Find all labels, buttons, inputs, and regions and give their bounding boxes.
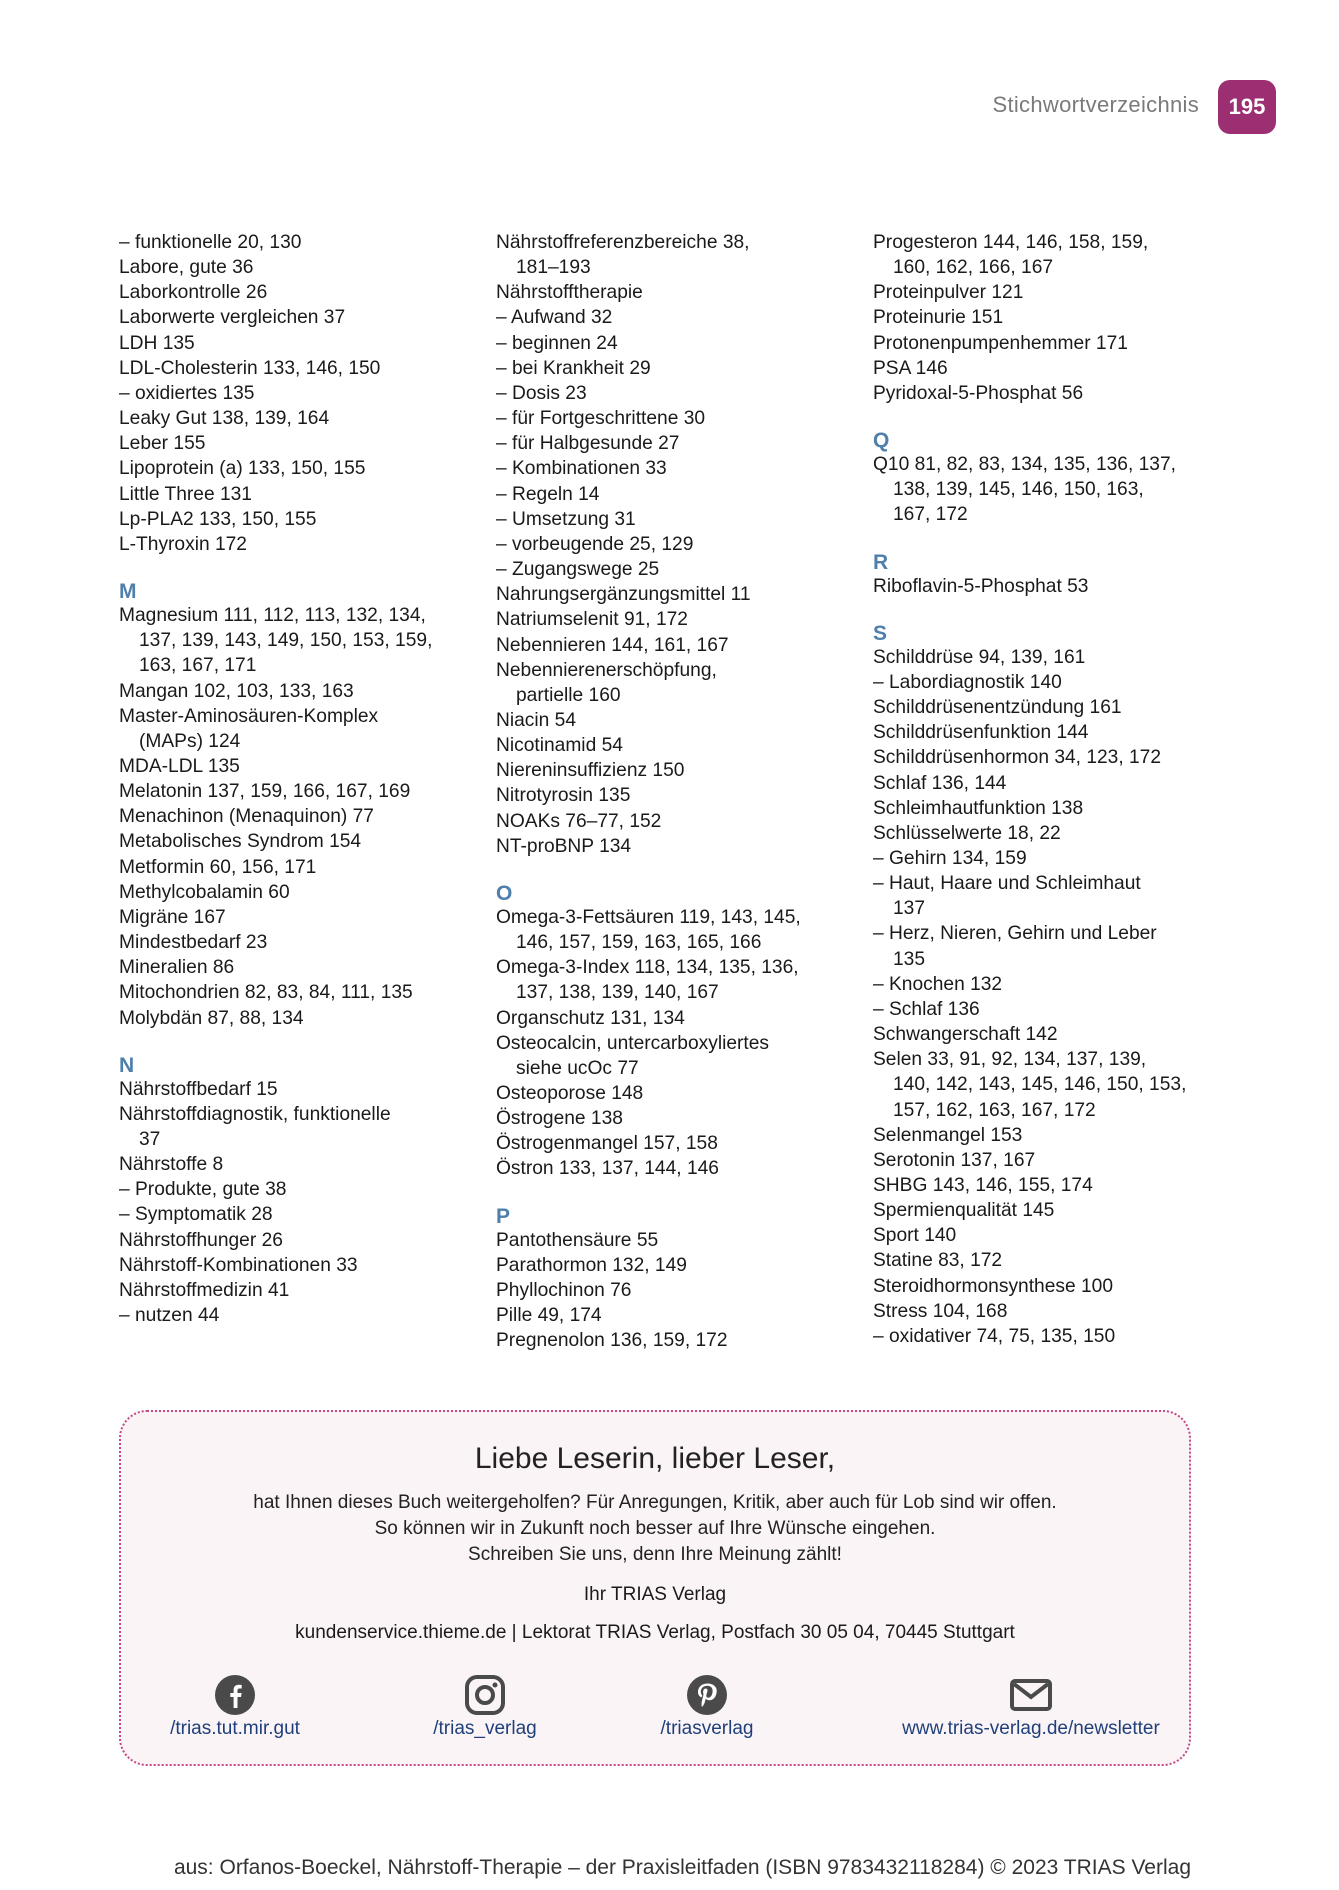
index-entry: Laborwerte vergleichen 37 [119, 307, 346, 329]
index-letter-heading: Q [873, 429, 890, 453]
index-entry: – nutzen 44 [119, 1305, 220, 1327]
index-entry: Nebennieren 144, 161, 167 [496, 634, 729, 656]
note-body [121, 1490, 1189, 1568]
section-title: Stichwortverzeichnis [992, 92, 1199, 117]
index-entry: Schilddrüsenentzündung 161 [873, 697, 1122, 719]
index-entry-continuation: 137, 138, 139, 140, 167 [516, 982, 719, 1004]
index-entry: Nitrotyrosin 135 [496, 785, 631, 807]
index-entry: Schwangerschaft 142 [873, 1024, 1058, 1046]
index-entry: Spermienqualität 145 [873, 1200, 1055, 1222]
index-letter-heading: M [119, 580, 137, 604]
index-entry: Nährstoffbedarf 15 [119, 1078, 278, 1100]
index-entry: – Gehirn 134, 159 [873, 847, 1027, 869]
index-entry: – Dosis 23 [496, 382, 587, 404]
index-entry-continuation: partielle 160 [516, 684, 621, 706]
index-entry: Nährstoffdiagnostik, funktionelle [119, 1103, 391, 1125]
note-signature: Ihr TRIAS Verlag [583, 1584, 727, 1605]
index-entry: Nährstoffhunger 26 [119, 1229, 283, 1251]
index-entry: Statine 83, 172 [873, 1250, 1003, 1272]
index-entry: Mindestbedarf 23 [119, 932, 268, 954]
index-entry: Omega-3-Index 118, 134, 135, 136, [496, 957, 799, 979]
instagram-icon [464, 1674, 506, 1716]
social-newsletter[interactable] [881, 1674, 1181, 1740]
index-entry: – Kombinationen 33 [496, 458, 667, 480]
social-instagram[interactable] [365, 1674, 605, 1740]
index-entry: NT-proBNP 134 [496, 835, 632, 857]
index-entry-continuation: siehe ucOc 77 [516, 1057, 639, 1079]
index-entry: Osteocalcin, untercarboxyliertes [496, 1032, 770, 1054]
index-entry: – Schlaf 136 [873, 998, 980, 1020]
index-entry: NOAKs 76–77, 152 [496, 810, 662, 832]
index-entry: Parathormon 132, 149 [496, 1254, 687, 1276]
index-entry: Little Three 131 [119, 483, 252, 505]
index-entry: – oxidativer 74, 75, 135, 150 [873, 1325, 1116, 1347]
index-entry: Nährstoff-Kombinationen 33 [119, 1254, 358, 1276]
index-entry: – Regeln 14 [496, 483, 600, 505]
index-entry: Selen 33, 91, 92, 134, 137, 139, [873, 1049, 1147, 1071]
index-entry: – Labordiagnostik 140 [873, 671, 1062, 693]
index-entry: – funktionelle 20, 130 [119, 232, 302, 253]
index-entry: – vorbeugende 25, 129 [496, 533, 694, 555]
index-entry: Niacin 54 [496, 709, 576, 731]
index-column-2 [496, 230, 856, 1353]
index-entry: Labore, gute 36 [119, 257, 254, 279]
index-entry: Master-Aminosäuren-Komplex [119, 705, 379, 727]
index-entry: – Haut, Haare und Schleimhaut [873, 873, 1141, 895]
index-entry-continuation: 37 [139, 1129, 161, 1150]
index-entry-continuation: 138, 139, 145, 146, 150, 163, [893, 479, 1144, 501]
index-letter-heading: N [119, 1053, 135, 1077]
note-line: hat Ihnen dieses Buch weitergeholfen? Für Anregungen, Kritik, aber auch für Lob sind wir offen. [253, 1492, 1057, 1513]
index-entry: Schilddrüsenfunktion 144 [873, 722, 1089, 744]
index-entry-continuation: 167, 172 [893, 504, 968, 526]
index-entry: Leber 155 [119, 433, 206, 455]
pinterest-icon [686, 1674, 728, 1716]
index-entry: Menachinon (Menaquinon) 77 [119, 806, 374, 828]
index-entry: Nährstofftherapie [496, 282, 643, 304]
index-entry: – oxidiertes 135 [119, 382, 255, 404]
index-entry-continuation: 140, 142, 143, 145, 146, 150, 153, [893, 1074, 1187, 1096]
page-number-badge: 195 [1218, 80, 1276, 134]
index-entry: Niereninsuffizienz 150 [496, 760, 685, 782]
index-letter-heading: O [496, 881, 513, 905]
index-entry-continuation: 181–193 [516, 257, 591, 279]
index-entry: – Symptomatik 28 [119, 1204, 273, 1226]
index-entry: Pille 49, 174 [496, 1305, 602, 1327]
index-entry: – Produkte, gute 38 [119, 1179, 287, 1201]
index-letter-heading: S [873, 621, 888, 645]
index-entry: Q10 81, 82, 83, 134, 135, 136, 137, [873, 454, 1176, 476]
index-entry: Nicotinamid 54 [496, 735, 623, 757]
index-entry: – Herz, Nieren, Gehirn und Leber [873, 923, 1157, 945]
index-entry: Nahrungsergänzungsmittel 11 [496, 584, 751, 606]
index-entry: – Knochen 132 [873, 973, 1003, 995]
index-entry: Lp-PLA2 133, 150, 155 [119, 508, 317, 530]
index-entry-continuation: 137, 139, 143, 149, 150, 153, 159, [139, 630, 433, 652]
note-title: Liebe Leserin, lieber Leser, [474, 1442, 836, 1475]
index-entry: Riboflavin-5-Phosphat 53 [873, 575, 1089, 597]
index-entry: Protonenpumpenhemmer 171 [873, 332, 1128, 354]
index-entry: Schlüsselwerte 18, 22 [873, 822, 1061, 844]
index-entry: Melatonin 137, 159, 166, 167, 169 [119, 781, 411, 803]
index-entry: Nebennierenerschöpfung, [496, 659, 717, 681]
index-entry: MDA-LDL 135 [119, 755, 240, 777]
index-entry: Selenmangel 153 [873, 1124, 1023, 1146]
index-entry: PSA 146 [873, 357, 948, 379]
newsletter-link[interactable]: www.trias-verlag.de/newsletter [902, 1718, 1160, 1739]
index-entry: Nährstoffreferenzbereiche 38, [496, 232, 750, 253]
facebook-link[interactable]: /trias.tut.mir.gut [170, 1718, 300, 1739]
index-entry: Natriumselenit 91, 172 [496, 609, 688, 631]
index-entry: Mineralien 86 [119, 957, 235, 979]
index-entry: LDL-Cholesterin 133, 146, 150 [119, 357, 381, 379]
index-entry: Metformin 60, 156, 171 [119, 856, 317, 878]
index-entry-continuation: 163, 167, 171 [139, 655, 257, 677]
index-entry: – bei Krankheit 29 [496, 357, 651, 379]
index-entry: Mitochondrien 82, 83, 84, 111, 135 [119, 982, 413, 1004]
note-contact: kundenservice.thieme.de | Lektorat TRIAS Verlag, Postfach 30 05 04, 70445 Stuttgart [295, 1622, 1015, 1643]
index-entry: Östron 133, 137, 144, 146 [496, 1158, 719, 1180]
index-entry: – Zugangswege 25 [496, 559, 660, 581]
index-entry: Proteinpulver 121 [873, 282, 1024, 304]
index-entry: Östrogenmangel 157, 158 [496, 1133, 718, 1155]
index-entry: Magnesium 111, 112, 113, 132, 134, [119, 605, 426, 627]
index-entry: Mangan 102, 103, 133, 163 [119, 680, 354, 702]
index-entry-continuation: 135 [893, 948, 926, 970]
index-entry: Migräne 167 [119, 906, 226, 928]
pinterest-link[interactable]: /triasverlag [660, 1718, 754, 1739]
index-entry-continuation: 157, 162, 163, 167, 172 [893, 1099, 1096, 1121]
index-entry: Molybdän 87, 88, 134 [119, 1007, 304, 1029]
index-column-3 [873, 230, 1233, 1349]
index-entry: Pyridoxal-5-Phosphat 56 [873, 382, 1084, 404]
index-entry-continuation: 160, 162, 166, 167 [893, 257, 1054, 279]
index-entry: Pregnenolon 136, 159, 172 [496, 1330, 728, 1352]
index-entry: Methylcobalamin 60 [119, 881, 290, 903]
index-column-1 [119, 230, 479, 1328]
index-entry: Schlaf 136, 144 [873, 772, 1007, 794]
note-line: Schreiben Sie uns, denn Ihre Meinung zählt! [468, 1544, 842, 1565]
index-letter-heading: R [873, 550, 889, 574]
index-entry: L-Thyroxin 172 [119, 533, 247, 555]
index-entry: – beginnen 24 [496, 332, 618, 354]
index-entry: – Aufwand 32 [496, 307, 613, 329]
facebook-icon [214, 1674, 256, 1716]
index-entry: Osteoporose 148 [496, 1083, 644, 1104]
index-entry: Stress 104, 168 [873, 1300, 1008, 1322]
index-entry: Phyllochinon 76 [496, 1279, 632, 1301]
index-entry: Steroidhormonsynthese 100 [873, 1275, 1113, 1297]
index-entry: Schilddrüse 94, 139, 161 [873, 646, 1086, 668]
index-entry: SHBG 143, 146, 155, 174 [873, 1175, 1093, 1196]
note-line: So können wir in Zukunft noch besser auf Ihre Wünsche eingehen. [374, 1518, 936, 1539]
index-entry: Schilddrüsenhormon 34, 123, 172 [873, 747, 1162, 769]
index-entry: – für Fortgeschrittene 30 [496, 408, 706, 430]
index-entry: Progesteron 144, 146, 158, 159, [873, 232, 1149, 253]
index-entry: – für Halbgesunde 27 [496, 433, 680, 455]
index-entry: Nährstoffe 8 [119, 1154, 224, 1176]
index-entry: Schleimhautfunktion 138 [873, 797, 1084, 819]
instagram-link[interactable]: /trias_verlag [433, 1718, 537, 1739]
social-pinterest[interactable] [587, 1674, 827, 1740]
index-entry: Östrogene 138 [496, 1108, 623, 1130]
index-letter-heading: P [496, 1204, 511, 1228]
mail-icon [1009, 1674, 1053, 1716]
index-entry: Laborkontrolle 26 [119, 282, 268, 304]
index-entry: LDH 135 [119, 332, 195, 354]
index-entry: Organschutz 131, 134 [496, 1007, 685, 1029]
index-entry: Lipoprotein (a) 133, 150, 155 [119, 458, 366, 480]
index-entry: Leaky Gut 138, 139, 164 [119, 408, 330, 430]
index-entry: Metabolisches Syndrom 154 [119, 831, 362, 853]
index-entry-continuation: (MAPs) 124 [139, 730, 241, 752]
reader-note-box [119, 1410, 1191, 1766]
index-entry: – Umsetzung 31 [496, 508, 636, 530]
index-entry: Serotonin 137, 167 [873, 1149, 1036, 1171]
index-entry: Proteinurie 151 [873, 307, 1004, 329]
index-entry-continuation: 146, 157, 159, 163, 165, 166 [516, 932, 762, 954]
source-credit: aus: Orfanos-Boeckel, Nährstoff-Therapie – der Praxisleitfaden (ISBN 9783432118284) © 2023 TRIAS Verlag [173, 1856, 1191, 1879]
index-entry: Nährstoffmedizin 41 [119, 1279, 290, 1301]
index-entry-continuation: 137 [893, 898, 926, 920]
index-entry: Omega-3-Fettsäuren 119, 143, 145, [496, 906, 801, 928]
social-facebook[interactable] [115, 1674, 355, 1740]
index-entry: Sport 140 [873, 1225, 957, 1247]
index-entry: Pantothensäure 55 [496, 1229, 659, 1251]
